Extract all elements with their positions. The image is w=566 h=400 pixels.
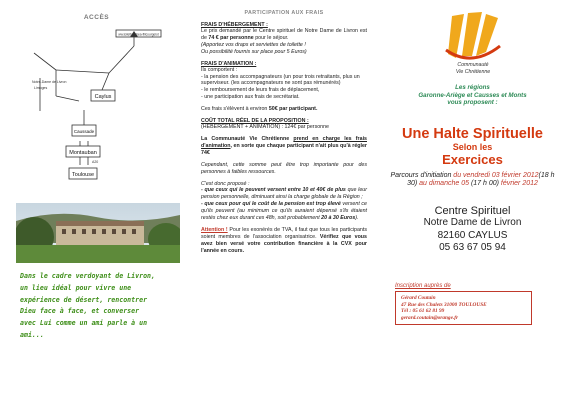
- community-text-c: , en sorte que chaque participant n'ait plus qu'à régler 74€: [201, 142, 367, 156]
- contact-phone: Tél : 05 61 62 81 99: [401, 308, 445, 315]
- map-label-montauban: Montauban: [69, 150, 97, 156]
- attention-label: Attention !: [201, 226, 228, 233]
- attention-bold: Vérifiez que vous avez bien versé votre contribution financière à la CVX pour l'année en cours.: [201, 233, 367, 254]
- proposal-2: [201, 201, 367, 222]
- logo-text-1: Communauté: [456, 62, 489, 68]
- map-label-caylus: Caylus: [94, 94, 112, 100]
- total-text: (HÉBERGEMENT + ANIMATION) : 124€ par personne: [201, 124, 330, 131]
- dates-b: du vendredi 03 février 2012: [453, 171, 539, 179]
- fees-column: [191, 0, 375, 400]
- dates-c: (18 h 30): [407, 171, 555, 188]
- map-label-limoges: Limoges: [34, 86, 48, 90]
- contact-address: 47 Rue des Chalets 31000 TOULOUSE: [401, 301, 487, 308]
- proposal-1: [201, 187, 367, 201]
- regions-line: Les régions: [455, 84, 490, 91]
- main-title-2: Selon les: [452, 141, 493, 152]
- map-label-caussade: Caussade: [73, 129, 95, 134]
- lodging-price: 74 € par personne: [208, 34, 254, 41]
- lodging-note-2: Ou possibilité fournis sur place pour 5 Euros): [201, 48, 307, 55]
- proposal-2-amount: 20 à 30 Euros: [321, 215, 356, 222]
- dates-e: 05: [461, 180, 469, 188]
- building-photo: [16, 203, 180, 263]
- intro-line: Dieu face à face, et converser: [20, 307, 140, 316]
- centre-line: 82160 CAYLUS: [437, 229, 508, 241]
- attention-text: [201, 227, 367, 255]
- lodging-text-a: Le prix demandé par le Centre spirituel de Notre Dame de Livron est de: [201, 28, 367, 41]
- access-title: ACCÈS: [83, 14, 110, 21]
- list-item: - la pension des accompagnateurs (un pour trois retraitants, plus un superviseur. (les accompagnateurs ne sont pas rémunérés): [201, 73, 360, 87]
- access-map: [14, 23, 182, 183]
- cvx-logo: [442, 10, 504, 76]
- list-item: - une participation aux frais de secrétariat.: [201, 94, 300, 101]
- intro-text: [20, 271, 181, 342]
- dates-a: Parcours d'initiation: [390, 171, 454, 179]
- total-heading: COÛT TOTAL RÉEL DE LA PROPOSITION :: [201, 118, 309, 125]
- regions-text: [387, 84, 558, 107]
- access-column: [0, 0, 191, 400]
- contact-box: [395, 291, 532, 325]
- map-signpost: ww.toilettesdsea-fillcourgelot: [118, 32, 159, 37]
- event-dates: [387, 172, 558, 189]
- attention-body: Pour les exonérés de TVA, il faut que tous les participants soient membres de l'association organisatrice.: [201, 226, 367, 240]
- animation-list: [201, 74, 367, 102]
- lodging-note-1: (Apportez vos draps et serviettes de toilette !: [201, 41, 306, 48]
- community-text: [201, 136, 367, 157]
- lodging-heading: FRAIS D'HÉBERGEMENT :: [201, 22, 268, 28]
- main-title-3: Exercices: [442, 151, 503, 167]
- map-label-a20: A20: [92, 160, 99, 164]
- list-item: - le remboursement de leurs frais de déplacement,: [201, 87, 320, 94]
- intro-line: avec Lui comme un ami parle à un: [20, 319, 148, 328]
- intro-line: Dans le cadre verdoyant de Livron,: [20, 272, 155, 280]
- community-text-b: prend en charge les frais d'animation: [201, 135, 367, 149]
- map-label-top-road: Notre-Dame de Livron: [32, 80, 67, 84]
- lodging-text: [201, 28, 367, 56]
- logo-text-2: Vie Chrétienne: [455, 69, 490, 75]
- animation-cost-value: 50€ par participant.: [268, 106, 318, 113]
- regions-line: vous proposent :: [447, 99, 498, 107]
- intro-line: un lieu idéal pour vivre une: [20, 283, 132, 292]
- donc-text: C'est donc proposé :: [201, 180, 250, 187]
- centre-name: Centre Spirituel: [434, 204, 511, 217]
- centre-phone: 05 63 67 05 94: [439, 242, 506, 254]
- cover-column: [375, 0, 566, 400]
- map-label-toulouse: Toulouse: [71, 172, 95, 178]
- dates-f: (17 h 00): [469, 180, 501, 188]
- regions-line: Garonne-Ariège et Causses et Monts: [418, 91, 527, 99]
- animation-heading: FRAIS D'ANIMATION :: [201, 60, 257, 67]
- proposal-2-end: ).: [355, 215, 359, 222]
- intro-line: ami...: [20, 330, 44, 339]
- main-title: Une Halte Spirituelle: [401, 125, 543, 142]
- registration-label: Inscription auprès de: [395, 282, 451, 289]
- intro-line: expérience de désert, rencontrer: [20, 295, 148, 304]
- fees-title: PARTICIPATION AUX FRAIS: [244, 10, 324, 16]
- animation-cost-text: Ces frais s'élèvent à environ: [201, 106, 269, 113]
- dates-d: au dimanche: [417, 180, 462, 188]
- lodging-text-b: pour le séjour.: [253, 34, 289, 41]
- contact-email[interactable]: gerard.coutain@orange.fr: [401, 314, 459, 321]
- animation-intro: Ils comportent :: [201, 66, 238, 73]
- proposal-1-bold: - que ceux qui le peuvent versent entre 10 et 40€ de plus: [201, 187, 346, 194]
- animation-cost: [201, 106, 367, 113]
- proposal-2-bold: - que ceux pour qui le coût de la pension est trop élevé: [201, 201, 341, 208]
- community-text-a: La Communauté Vie Chrétienne: [201, 135, 294, 142]
- proposal-2-text: versent ce qu'ils peuvent (au minimum ce qu'ils auraient dépensé s'ils étaient restés chez eux durant ces 48h, soit probablement: [201, 201, 367, 222]
- proposal-1-text: que leur pension personnelle, diminuant ainsi la charge globale de la Région ;: [201, 187, 367, 201]
- cependant-text: Cependant, cette somme peut être trop importante pour des personnes à faibles ressources.: [201, 161, 367, 175]
- centre-line: Notre Dame de Livron: [423, 217, 522, 229]
- centre-address: [387, 205, 558, 255]
- dates-g: février 2012: [500, 180, 538, 188]
- contact-name: Gérard Coutain: [401, 294, 436, 301]
